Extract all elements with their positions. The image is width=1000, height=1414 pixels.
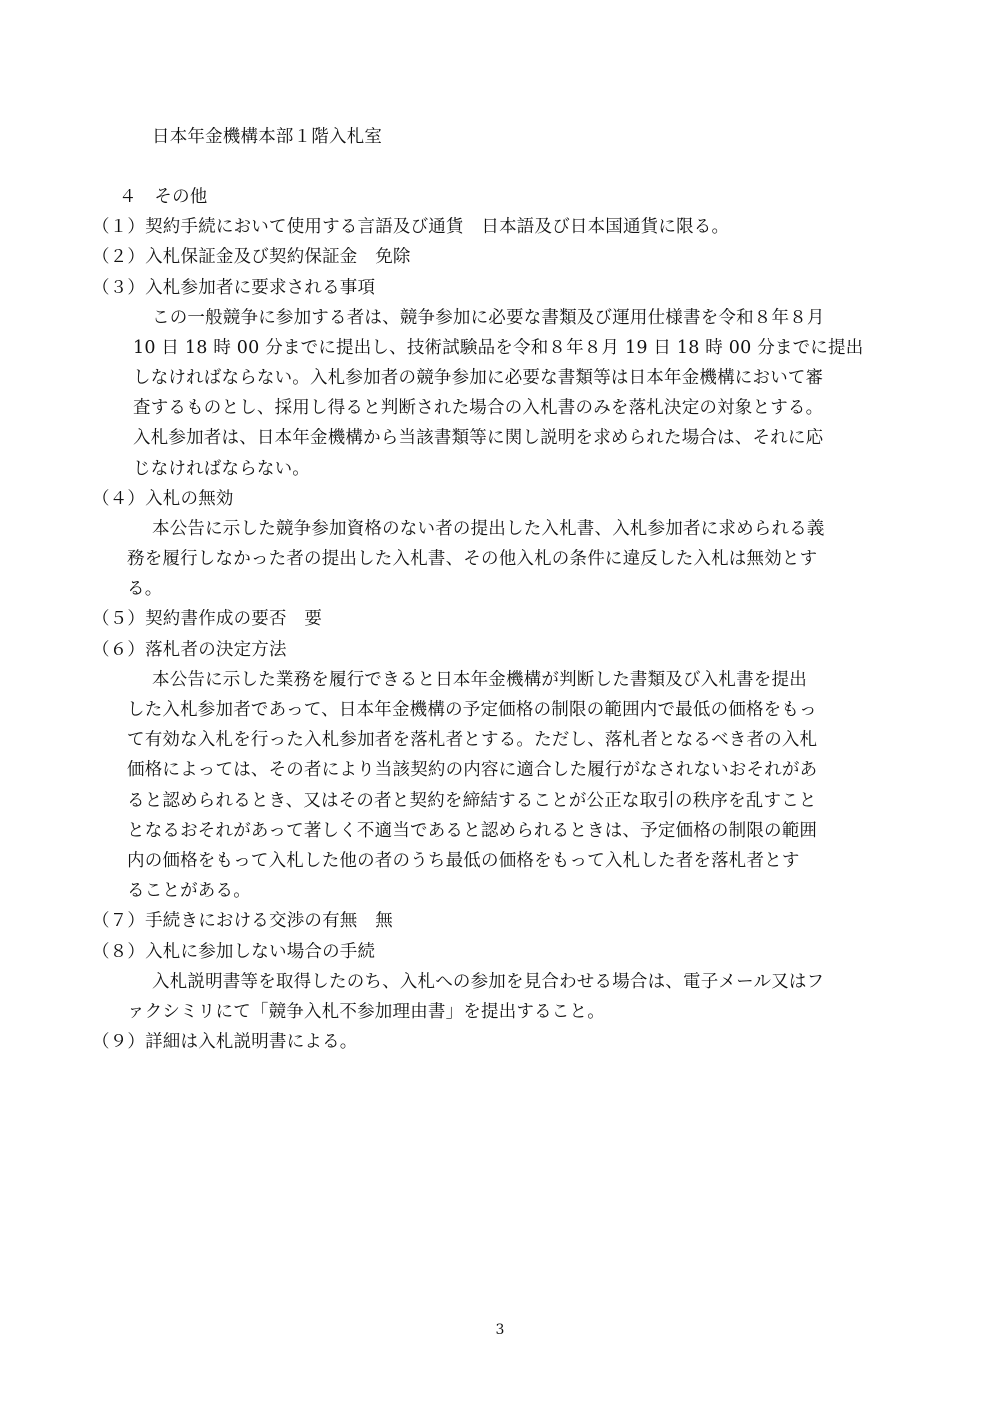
item-6-body-line: ると認められるとき、又はその者と契約を締結することが公正な取引の秩序を乱すこと: [127, 791, 817, 811]
item-3-body-line: しなければならない。入札参加者の競争参加に必要な書類等は日本年金機構において審: [133, 368, 824, 388]
item-1: （１）契約手続において使用する言語及び通貨 日本語及び日本国通貨に限る。: [92, 217, 730, 237]
item-6-body-line: ることがある。: [127, 881, 251, 901]
item-3-body-line: 10 日 18 時 00 分までに提出し、技術試験品を令和８年８月 19 日 18 時 00 分までに提出: [133, 338, 864, 358]
item-6-body-line: て有効な入札を行った入札参加者を落札者とする。ただし、落札者となるべき者の入札: [127, 730, 818, 750]
item-7: （７）手続きにおける交渉の有無 無: [92, 911, 393, 931]
page-number: 3: [495, 1322, 505, 1338]
item-4-body-line: 本公告に示した競争参加資格のない者の提出した入札書、入札参加者に求められる義: [152, 519, 825, 539]
item-5: （５）契約書作成の要否 要: [92, 609, 323, 629]
item-4: （４）入札の無効: [92, 489, 234, 509]
item-3-body-line: 査するものとし、採用し得ると判断された場合の入札書のみを落札決定の対象とする。: [133, 398, 824, 418]
item-6-body-line: となるおそれがあって著しく不適当であると認められるときは、予定価格の制限の範囲: [127, 821, 818, 841]
item-2: （２）入札保証金及び契約保証金 免除: [92, 247, 411, 267]
item-8-body-line: ァクシミリにて「競争入札不参加理由書」を提出すること。: [127, 1002, 605, 1022]
item-6-body-line: 価格によっては、その者により当該契約の内容に適合した履行がなされないおそれがあ: [127, 760, 818, 780]
item-4-body-line: る。: [127, 579, 163, 599]
item-6-body-line: した入札参加者であって、日本年金機構の予定価格の制限の範囲内で最低の価格をもっ: [127, 700, 817, 720]
item-6-body-line: 内の価格をもって入札した他の者のうち最低の価格をもって入札した者を落札者とす: [127, 851, 800, 871]
item-9: （９）詳細は入札説明書による。: [92, 1032, 358, 1052]
item-6-body-line: 本公告に示した業務を履行できると日本年金機構が判断した書類及び入札書を提出: [152, 670, 807, 690]
item-4-body-line: 務を履行しなかった者の提出した入札書、その他入札の条件に違反した入札は無効とす: [127, 549, 818, 569]
item-8: （８）入札に参加しない場合の手続: [92, 942, 376, 962]
item-3-body-line: じなければならない。: [133, 459, 310, 479]
item-3-body-line: 入札参加者は、日本年金機構から当該書類等に関し説明を求められた場合は、それに応: [133, 428, 824, 448]
item-6: （６）落札者の決定方法: [92, 640, 287, 660]
location-line: 日本年金機構本部１階入札室: [152, 127, 383, 147]
item-3: （３）入札参加者に要求される事項: [92, 278, 376, 298]
section-heading: ４ その他: [119, 187, 208, 207]
item-3-body-line: この一般競争に参加する者は、競争参加に必要な書類及び運用仕様書を令和８年８月: [152, 308, 825, 328]
item-8-body-line: 入札説明書等を取得したのち、入札への参加を見合わせる場合は、電子メール又はフ: [152, 972, 825, 992]
